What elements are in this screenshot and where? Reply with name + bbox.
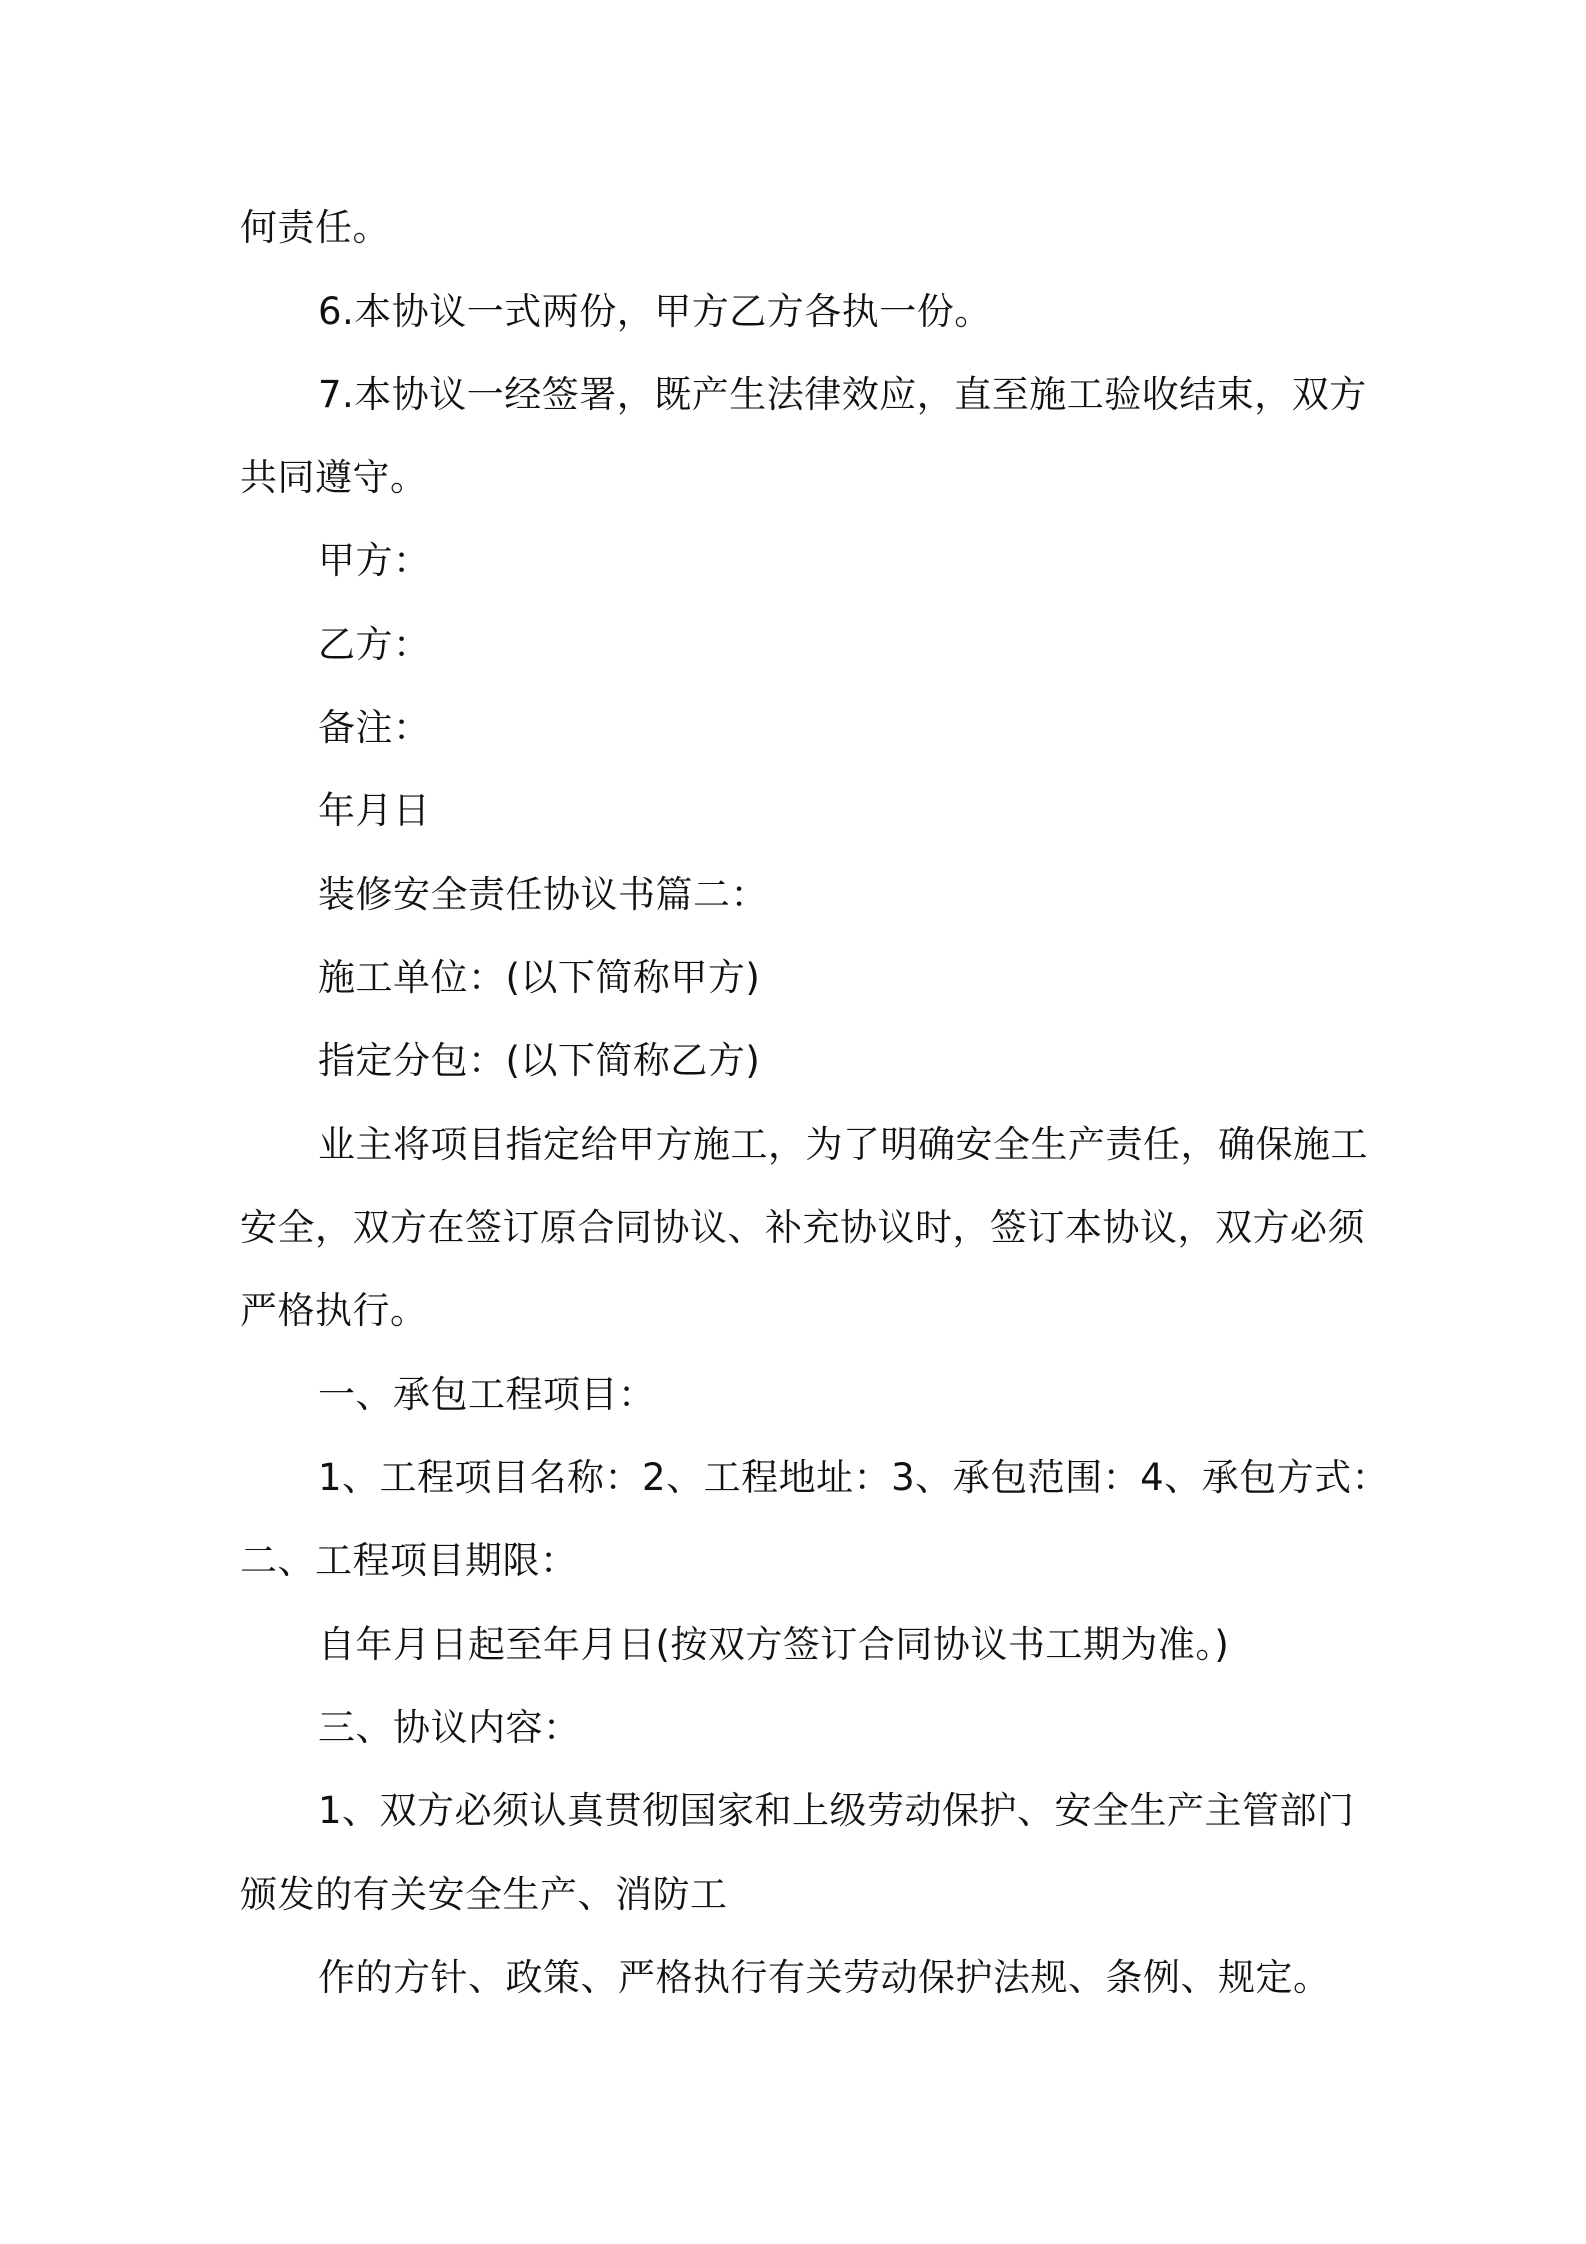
section-heading: 三、协议内容： — [318, 1706, 581, 1749]
text-line: 甲方： — [318, 539, 431, 582]
text-line: 6.本协议一式两份，甲方乙方各执一份。 — [318, 290, 992, 333]
text-line: 备注： — [318, 706, 431, 749]
text-line: 年月日 — [318, 789, 431, 832]
text-line: 指定分包：(以下简称乙方) — [318, 1039, 761, 1082]
text-line: 作的方针、政策、严格执行有关劳动保护法规、条例、规定。 — [318, 1956, 1331, 1999]
text-line: 7.本协议一经签署，既产生法律效应，直至施工验收结束，双方 — [318, 373, 1367, 416]
text-line: 1、工程项目名称：2、工程地址：3、承包范围：4、承包方式： — [318, 1456, 1390, 1499]
text-line: 共同遵守。 — [240, 456, 428, 499]
text-line: 1、双方必须认真贯彻国家和上级劳动保护、安全生产主管部门 — [318, 1789, 1355, 1832]
text-line: 乙方： — [318, 623, 431, 666]
text-line: 安全，双方在签订原合同协议、补充协议时，签订本协议，双方必须 — [240, 1206, 1365, 1249]
text-line: 业主将项目指定给甲方施工，为了明确安全生产责任，确保施工 — [318, 1123, 1368, 1166]
section-heading: 一、承包工程项目： — [318, 1373, 656, 1416]
text-line: 施工单位：(以下简称甲方) — [318, 956, 761, 999]
text-line: 颁发的有关安全生产、消防工 — [240, 1873, 728, 1916]
text-line: 自年月日起至年月日(按双方签订合同协议书工期为准。) — [318, 1623, 1230, 1666]
text-line: 严格执行。 — [240, 1289, 428, 1332]
section-heading: 二、工程项目期限： — [240, 1539, 578, 1582]
text-line: 何责任。 — [240, 206, 390, 249]
section-heading: 装修安全责任协议书篇二： — [318, 873, 768, 916]
